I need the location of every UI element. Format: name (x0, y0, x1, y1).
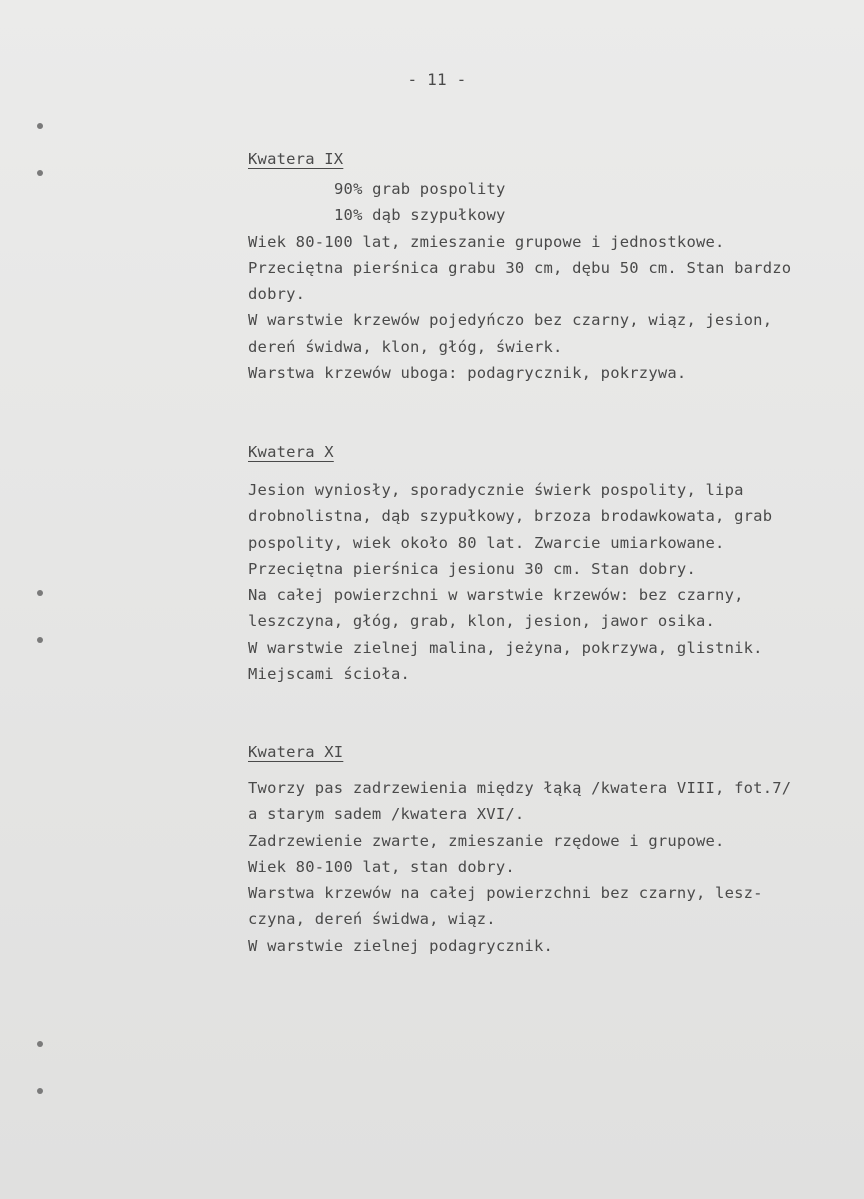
text-line: Tworzy pas zadrzewienia między łąką /kwatera VIII, fot.7/ (248, 779, 792, 797)
text-line: W warstwie zielnej malina, jeżyna, pokrzywa, glistnik. (248, 638, 763, 657)
text-line: W warstwie krzewów pojedyńczo bez czarny, wiąz, jesion, (248, 311, 773, 330)
section-body (248, 775, 848, 959)
text-line: Warstwa krzewów uboga: podagrycznik, pokrzywa. (248, 364, 687, 383)
section-heading: Kwatera XI (248, 743, 344, 761)
species-line: 90% grab pospolity (334, 180, 506, 198)
text-line: Wiek 80-100 lat, stan dobry. (248, 857, 515, 876)
text-line: dobry. (248, 285, 306, 304)
section-kwatera-x (248, 439, 848, 687)
section-kwatera-ix (248, 146, 848, 386)
text-line: Przeciętna pierśnica grabu 30 cm, dębu 50 cm. Stan bardzo (248, 258, 792, 277)
text-line: Miejscami ścioła. (248, 665, 411, 684)
page-number: - 11 - (407, 70, 467, 89)
punch-hole (37, 1041, 43, 1047)
section-body (248, 229, 848, 387)
punch-hole (37, 123, 43, 129)
text-line: czyna, dereń świdwa, wiąz. (248, 910, 496, 929)
punch-hole (37, 170, 43, 176)
text-line: Jesion wyniosły, sporadycznie świerk pospolity, lipa (248, 481, 744, 499)
text-line: a starym sadem /kwatera XVI/. (248, 805, 525, 824)
punch-hole (37, 637, 43, 643)
text-line: pospolity, wiek około 80 lat. Zwarcie umiarkowane. (248, 533, 725, 552)
text-line: drobnolistna, dąb szypułkowy, brzoza brodawkowata, grab (248, 507, 773, 526)
section-kwatera-xi (248, 739, 848, 959)
text-line: W warstwie zielnej podagrycznik. (248, 936, 554, 955)
text-line: Warstwa krzewów na całej powierzchni bez czarny, lesz- (248, 884, 763, 903)
species-list (248, 176, 848, 229)
text-line: Na całej powierzchni w warstwie krzewów: bez czarny, (248, 586, 744, 605)
text-line: Wiek 80-100 lat, zmieszanie grupowe i jednostkowe. (248, 232, 725, 251)
section-body (248, 477, 848, 687)
text-line: Przeciętna pierśnica jesionu 30 cm. Stan dobry. (248, 559, 696, 578)
section-heading: Kwatera IX (248, 150, 344, 168)
section-heading: Kwatera X (248, 443, 334, 461)
punch-hole (37, 1088, 43, 1094)
punch-hole (37, 590, 43, 596)
species-line: 10% dąb szypułkowy (334, 206, 506, 225)
text-line: leszczyna, głóg, grab, klon, jesion, jawor osika. (248, 612, 716, 631)
text-line: dereń świdwa, klon, głóg, świerk. (248, 337, 563, 356)
text-line: Zadrzewienie zwarte, zmieszanie rzędowe i grupowe. (248, 831, 725, 850)
